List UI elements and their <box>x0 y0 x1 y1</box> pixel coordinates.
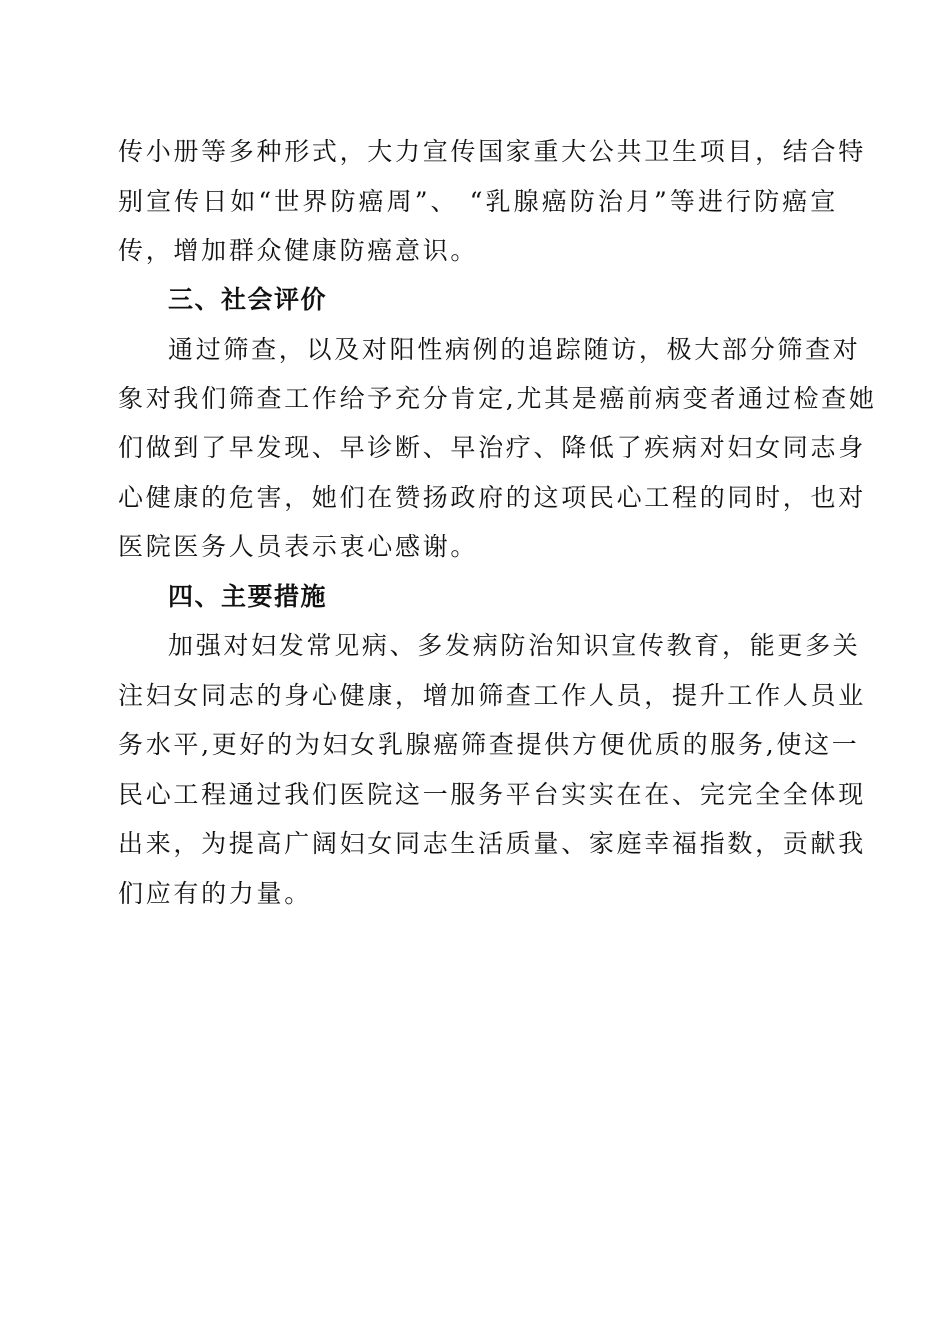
section3-line: 们做到了早发现、早诊断、早治疗、降低了疾病对妇女同志身 <box>118 433 866 462</box>
section3-line: 医院医务人员表示衷心感谢。 <box>118 532 479 561</box>
section3-line: 通过筛查，以及对阳性病例的追踪随访，极大部分筛查对 <box>168 335 861 364</box>
section4-line: 民心工程通过我们医院这一服务平台实实在在、完完全全体现 <box>118 780 866 809</box>
section-heading-social-evaluation: 三、社会评价 <box>168 285 328 314</box>
section4-line: 们应有的力量。 <box>118 879 312 908</box>
section3-line: 心健康的危害，她们在赞扬政府的这项民心工程的同时，也对 <box>118 483 866 512</box>
section4-line: 加强对妇发常见病、多发病防治知识宣传教育，能更多关 <box>168 631 861 660</box>
section-heading-main-measures: 四、主要措施 <box>168 582 328 611</box>
section3-line: 象对我们筛查工作给予充分肯定,尤其是癌前病变者通过检查她 <box>118 384 877 413</box>
intro-line: 传小册等多种形式，大力宣传国家重大公共卫生项目，结合特 <box>118 137 866 166</box>
section4-line: 出来，为提高广阔妇女同志生活质量、家庭幸福指数，贡献我 <box>118 829 866 858</box>
intro-line: 传，增加群众健康防癌意识。 <box>118 236 479 265</box>
section4-line: 注妇女同志的身心健康，增加筛查工作人员，提升工作人员业 <box>118 681 866 710</box>
section4-line: 务水平,更好的为妇女乳腺癌筛查提供方便优质的服务,使这一 <box>118 730 860 759</box>
intro-line: 别宣传日如“世界防癌周”、 “乳腺癌防治月”等进行防癌宣 <box>118 187 838 216</box>
